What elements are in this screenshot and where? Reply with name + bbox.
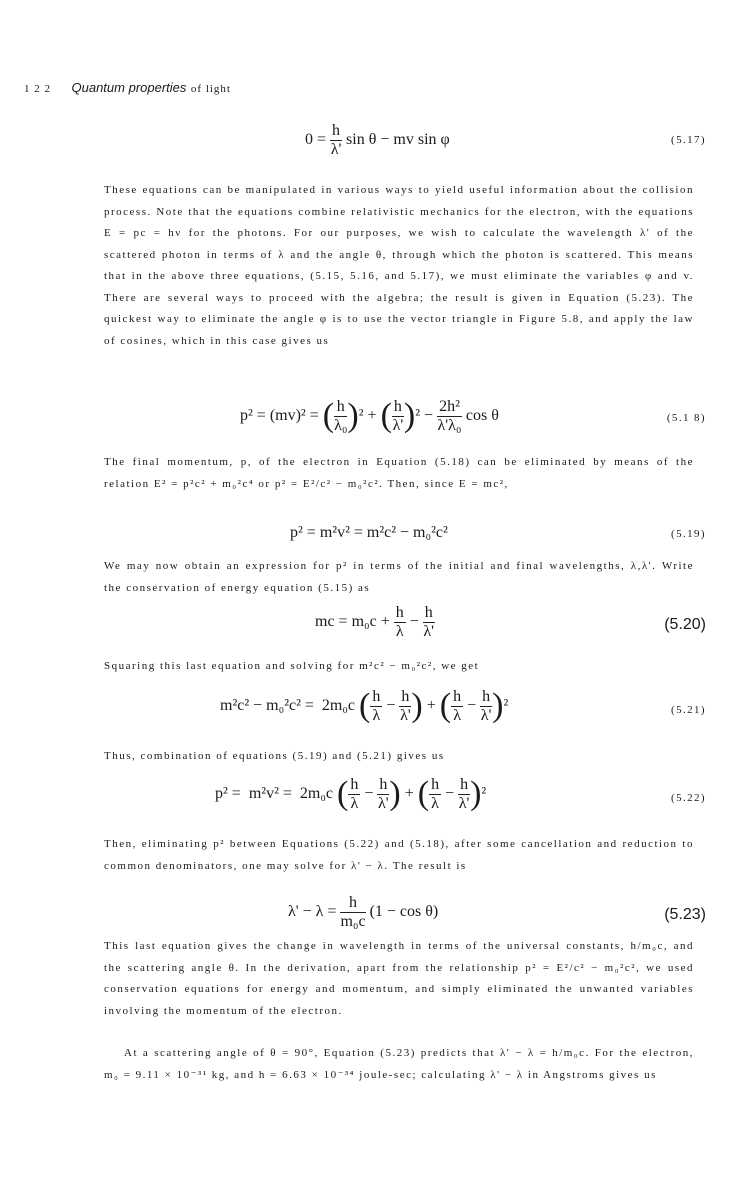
equation-body: p² = m²v² = 2m₀c ( $\frac{h}{\lambda}$ − $\frac{h}{\lambda'}$ ) + ( $\frac{h}{\lambda}$ − $\frac{h}{\lambda'}$ )² <box>215 775 487 813</box>
equation-5-17 <box>200 122 706 168</box>
equation-body: p² = m²v² = m²c² − m₀²c² <box>290 524 448 541</box>
equation-5-21 <box>200 688 706 738</box>
equation-number: (5.17) <box>671 134 706 146</box>
running-title: Quantum properties <box>71 80 187 95</box>
page-number: 1 2 2 <box>24 83 51 95</box>
equation-5-23 <box>200 894 706 940</box>
equation-number: (5.23) <box>664 906 706 923</box>
equation-5-22 <box>200 776 706 826</box>
equation-body: p² = (mv)² = ( $\frac{h}{\text{λ₀}}$ )² + ( $\frac{h}{\lambda'}$ )² − $\frac{\text{2h²}}{\text{λ'λ₀}}$ cos θ <box>240 397 499 435</box>
equation-body: 0 = $\frac{h}{\lambda'}$ sin θ − mv sin φ <box>305 122 450 158</box>
paragraph: The final momentum, p, of the electron in Equation (5.18) can be eliminated by means of the relation E² = p²c² + m₀²c⁴ or p² = E²/c² − m₀²c². Then, since E = mc², <box>104 456 694 490</box>
paragraph: We may now obtain an expression for p² in terms of the initial and final wavelengths, λ,λ'. Write the conservation of energy equation (5.15) as <box>104 560 694 594</box>
equation-number: (5.22) <box>671 792 706 804</box>
equation-number: (5.21) <box>671 704 706 716</box>
equation-number: (5.19) <box>671 528 706 540</box>
paragraph: These equations can be manipulated in various ways to yield useful information about the collision process. Note that the equations combine relativistic mechanics for the electron, with the equations E = pc = hν for the photons. For our purposes, we wish to calculate the wavelength λ' of the scattered photon in terms of λ and the angle θ, through which the photon is scattered. This means that in the above three equations, (5.15, 5.16, and 5.17), we must eliminate the variables φ and v. There are several ways to proceed with the algebra; the result is given in Equation (5.23). The quickest way to eliminate the angle φ is to use the vector triangle in Figure 5.8, and apply the law of cosines, which in this case gives us <box>104 184 694 347</box>
running-title-tail: of light <box>190 83 231 95</box>
equation-5-18 <box>200 398 706 444</box>
equation-5-19 <box>200 524 706 554</box>
running-header <box>24 80 231 95</box>
paragraph: This last equation gives the change in wavelength in terms of the universal constants, h/m₀c, and the scattering angle θ. In the derivation, apart from the relationship p² = E²/c² − m₀²c², we used conservation equations for energy and momentum, and simply eliminated the unwanted variables involving the momentum of the electron. <box>104 940 694 1017</box>
equation-body: λ' − λ = $\frac{h}{\text{m₀c}}$ (1 − cos θ) <box>288 894 439 930</box>
equation-number: (5.1 8) <box>666 412 706 424</box>
equation-5-20 <box>200 604 706 650</box>
paragraph: Then, eliminating p² between Equations (5.22) and (5.18), after some cancellation and reduction to common denominators, one may solve for λ' − λ. The result is <box>104 838 694 872</box>
paragraph: Thus, combination of equations (5.19) and (5.21) gives us <box>104 750 445 762</box>
paragraph: Squaring this last equation and solving for m²c² − m₀²c², we get <box>104 660 480 672</box>
equation-body: mc = m₀c + $\frac{h}{\lambda}$ − $\frac{h}{\lambda'}$ <box>315 604 435 640</box>
paragraph: At a scattering angle of θ = 90°, Equation (5.23) predicts that λ' − λ = h/m₀c. For the electron, m₀ = 9.11 × 10⁻³¹ kg, and h = 6.63 × 10⁻³⁴ joule-sec; calculating λ' − λ in Angstroms gives us <box>104 1047 694 1081</box>
equation-body: m²c² − m₀²c² = 2m₀c ( $\frac{h}{\lambda}$ − $\frac{h}{\lambda'}$ ) + ( $\frac{h}{\lambda}$ − $\frac{h}{\lambda'}$ )² <box>220 687 509 725</box>
equation-number: (5.20) <box>664 616 706 633</box>
